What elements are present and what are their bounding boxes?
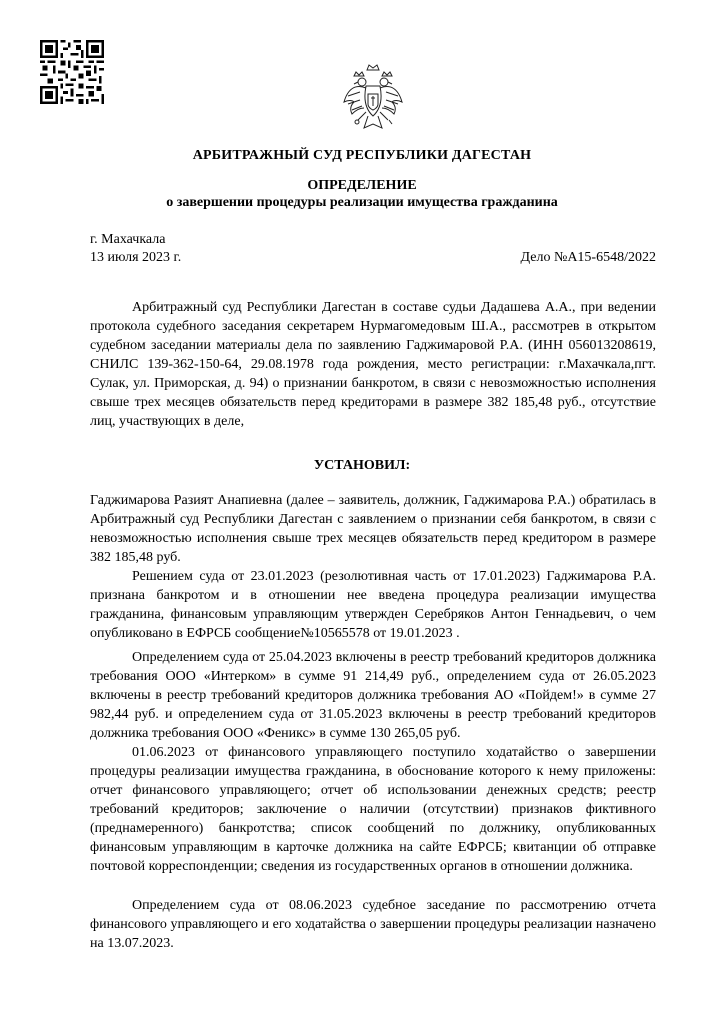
body-paragraph-5: Определением суда от 08.06.2023 судебное заседание по рассмотрению отчета финансового управляющего и его ходатайства о завершении процедуры реализации назначено на 13.07.2023. xyxy=(90,898,656,951)
case-number: Дело №А15-6548/2022 xyxy=(520,250,656,265)
body-paragraph-2: Решением суда от 23.01.2023 (резолютивная часть от 17.01.2023) Гаджимарова Р.А. признана банкротом и в отношении нее введена процедура реализации имущества гражданина, финансовым управляющим утвержден Серебряков Антон Геннадьевич, о чем опубликовано в ЕФРСБ сообщение№10565578 от 19.01.2023 . xyxy=(90,569,656,641)
intro-paragraph: Арбитражный суд Республики Дагестан в составе судьи Дадашева А.А., при ведении протокола судебного заседания секретарем Нурмагомедовым Ш.А., рассмотрев в открытом судебном заседании материалы дела по заявлению Гаджимаровой Р.А. (ИНН 056013208619, СНИЛС 139-362-150-64, 29.08.1978 года рождения, место регистрации: г.Махачкала,пгт. Сулак, ул. Приморская, д. 94) о признании банкротом, в связи с невозможностью исполнения свыше трех месяцев обязательств перед кредиторами в размере 382 185,48 руб., отсутствие лиц, участвующих в деле, xyxy=(90,300,656,429)
document-title: ОПРЕДЕЛЕНИЕ xyxy=(307,178,417,193)
body-paragraph-1: Гаджимарова Разият Анапиевна (далее – заявитель, должник, Гаджимарова Р.А.) обратилась в Арбитражный суд Республики Дагестан с заявлением о признании себя банкротом, в связи с невозможностью исполнения свыше трех месяцев обязательств перед кредитором в размере 382 185,48 руб. xyxy=(90,493,656,565)
body-paragraph-3: Определением суда от 25.04.2023 включены в реестр требований кредиторов должника требования ООО «Интерком» в сумме 91 214,49 руб., определением суда от 26.05.2023 включены в реестр требований кредиторов должника требования АО «Пойдем!» в сумме 27 982,44 руб. и определением суда от 31.05.2023 включены в реестр требований кредиторов должника требования ООО «Феникс» в сумме 130 265,05 руб. xyxy=(90,650,656,741)
qr-code-icon xyxy=(40,40,104,104)
section-heading: УСТАНОВИЛ: xyxy=(313,458,411,473)
coat-of-arms-icon xyxy=(340,62,406,134)
city: г. Махачкала xyxy=(90,232,166,247)
court-name: АРБИТРАЖНЫЙ СУД РЕСПУБЛИКИ ДАГЕСТАН xyxy=(192,148,532,163)
document-subject: о завершении процедуры реализации имущества гражданина xyxy=(166,195,558,210)
body-paragraph-4: 01.06.2023 от финансового управляющего поступило ходатайство о завершении процедуры реализации имущества гражданина, в обоснование которого к нему приложены: отчет финансового управляющего; отчет об использовании денежных средств; реестр требований кредиторов; заключение о наличии (отсутствии) признаков фиктивного (преднамеренного) банкротства; список сообщений по должнику, опубликованных финансовым управляющим в карточке должника на сайте ЕФРСБ; квитанции об отправке почтовой корреспонденции; сведения из государственных органов в отношении должника. xyxy=(90,745,656,874)
decision-date: 13 июля 2023 г. xyxy=(90,250,182,265)
